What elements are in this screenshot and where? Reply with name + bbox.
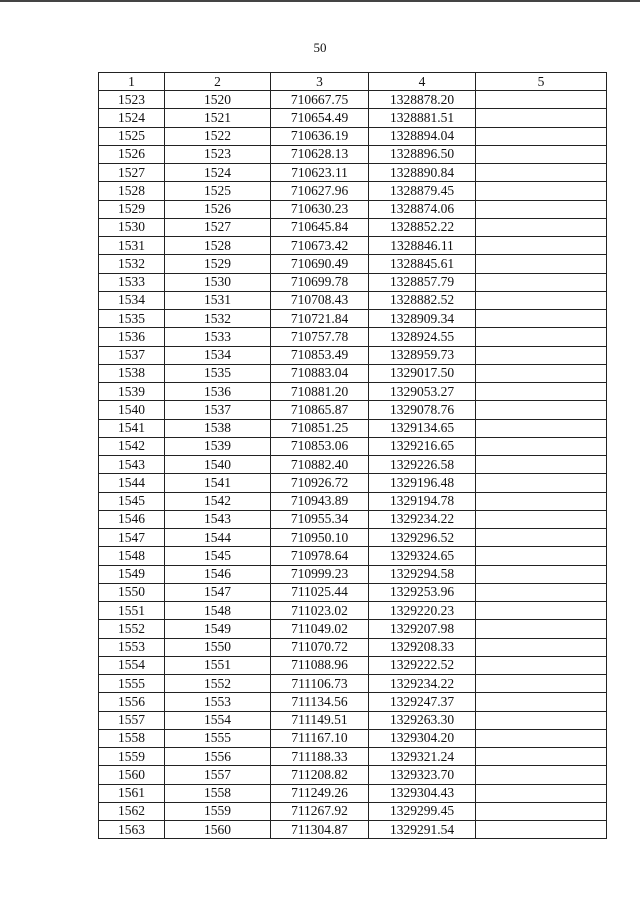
- table-header-row: [99, 73, 607, 91]
- table-cell: 1556: [165, 748, 271, 766]
- table-cell: 711134.56: [271, 693, 369, 711]
- table-cell: 1545: [165, 547, 271, 565]
- table-cell: 1530: [99, 218, 165, 236]
- table-cell: 1329304.20: [369, 729, 476, 747]
- table-row: [99, 474, 607, 492]
- table-cell: 1328924.55: [369, 328, 476, 346]
- table-cell: 1547: [99, 529, 165, 547]
- table-cell: 1553: [99, 638, 165, 656]
- table-cell: 1329323.70: [369, 766, 476, 784]
- table-cell: 1551: [165, 656, 271, 674]
- table-cell: 1532: [165, 310, 271, 328]
- table-cell: [476, 383, 607, 401]
- table-row: [99, 127, 607, 145]
- table-cell: 1563: [99, 821, 165, 839]
- table-cell: 1328878.20: [369, 91, 476, 109]
- column-header: 5: [476, 73, 607, 91]
- table-cell: [476, 109, 607, 127]
- table-cell: 1558: [99, 729, 165, 747]
- table-cell: 1329196.48: [369, 474, 476, 492]
- table-cell: 1329216.65: [369, 437, 476, 455]
- column-header: 4: [369, 73, 476, 91]
- table-cell: [476, 529, 607, 547]
- table-cell: [476, 784, 607, 802]
- table-row: [99, 237, 607, 255]
- table-cell: 1329207.98: [369, 620, 476, 638]
- table-row: [99, 218, 607, 236]
- table-cell: 710667.75: [271, 91, 369, 109]
- table-cell: 1329234.22: [369, 675, 476, 693]
- column-header: 3: [271, 73, 369, 91]
- table-cell: 1329226.58: [369, 456, 476, 474]
- table-cell: [476, 547, 607, 565]
- table-cell: 710699.78: [271, 273, 369, 291]
- table-cell: 1328857.79: [369, 273, 476, 291]
- table-cell: 711106.73: [271, 675, 369, 693]
- table-cell: 1554: [99, 656, 165, 674]
- table-cell: [476, 565, 607, 583]
- table-row: [99, 656, 607, 674]
- table-cell: 711088.96: [271, 656, 369, 674]
- table-cell: 1559: [99, 748, 165, 766]
- page-number: 50: [313, 40, 327, 55]
- table-cell: 1549: [165, 620, 271, 638]
- table-row: [99, 492, 607, 510]
- table-cell: 1549: [99, 565, 165, 583]
- table-cell: 710645.84: [271, 218, 369, 236]
- table-cell: [476, 675, 607, 693]
- table-row: [99, 291, 607, 309]
- table-cell: 710926.72: [271, 474, 369, 492]
- table-cell: 1541: [99, 419, 165, 437]
- table-cell: 1328890.84: [369, 164, 476, 182]
- table-cell: [476, 821, 607, 839]
- table-cell: 1539: [165, 437, 271, 455]
- table-row: [99, 364, 607, 382]
- table-cell: 1559: [165, 802, 271, 820]
- table-cell: 710882.40: [271, 456, 369, 474]
- table-cell: 711208.82: [271, 766, 369, 784]
- column-header: 1: [99, 73, 165, 91]
- table-cell: 710865.87: [271, 401, 369, 419]
- table-cell: 1533: [99, 273, 165, 291]
- table-cell: 710708.43: [271, 291, 369, 309]
- table-row: [99, 510, 607, 528]
- table-cell: 1550: [99, 583, 165, 601]
- table-cell: 1329321.24: [369, 748, 476, 766]
- table-cell: 1530: [165, 273, 271, 291]
- table-cell: 1540: [165, 456, 271, 474]
- table-cell: 1560: [165, 821, 271, 839]
- table-cell: 710673.42: [271, 237, 369, 255]
- table-cell: 1329220.23: [369, 602, 476, 620]
- table-cell: [476, 127, 607, 145]
- table-cell: 1542: [99, 437, 165, 455]
- table-cell: 1532: [99, 255, 165, 273]
- table-cell: 1329222.52: [369, 656, 476, 674]
- table-row: [99, 620, 607, 638]
- table-cell: 1531: [99, 237, 165, 255]
- table-cell: 1328959.73: [369, 346, 476, 364]
- table-cell: 1328852.22: [369, 218, 476, 236]
- table-cell: 1527: [165, 218, 271, 236]
- table-cell: 1328894.04: [369, 127, 476, 145]
- table-cell: 711149.51: [271, 711, 369, 729]
- table-cell: 710721.84: [271, 310, 369, 328]
- table-row: [99, 383, 607, 401]
- table-cell: 1527: [99, 164, 165, 182]
- table-cell: [476, 693, 607, 711]
- table-cell: 1539: [99, 383, 165, 401]
- table-cell: [476, 218, 607, 236]
- table-cell: 711025.44: [271, 583, 369, 601]
- table-cell: [476, 802, 607, 820]
- table-cell: 1560: [99, 766, 165, 784]
- table-cell: 1555: [165, 729, 271, 747]
- coordinates-table: [98, 72, 607, 839]
- table-cell: 1526: [99, 145, 165, 163]
- table-cell: 710851.25: [271, 419, 369, 437]
- table-cell: 1526: [165, 200, 271, 218]
- table-row: [99, 802, 607, 820]
- table-cell: 1328879.45: [369, 182, 476, 200]
- table-row: [99, 547, 607, 565]
- table-cell: [476, 291, 607, 309]
- table-cell: [476, 656, 607, 674]
- table-cell: [476, 310, 607, 328]
- table-cell: 1556: [99, 693, 165, 711]
- table-cell: 710978.64: [271, 547, 369, 565]
- table-cell: 1536: [165, 383, 271, 401]
- table-row: [99, 529, 607, 547]
- table-cell: 1535: [99, 310, 165, 328]
- table-cell: 1534: [165, 346, 271, 364]
- column-header: 2: [165, 73, 271, 91]
- table-cell: 1544: [99, 474, 165, 492]
- table-cell: 1329234.22: [369, 510, 476, 528]
- table-cell: 710757.78: [271, 328, 369, 346]
- table-cell: 1546: [99, 510, 165, 528]
- table-cell: 1328846.11: [369, 237, 476, 255]
- table-cell: 710999.23: [271, 565, 369, 583]
- table-cell: 710690.49: [271, 255, 369, 273]
- table-row: [99, 273, 607, 291]
- table-cell: 710943.89: [271, 492, 369, 510]
- table-cell: 710636.19: [271, 127, 369, 145]
- table-row: [99, 766, 607, 784]
- table-row: [99, 91, 607, 109]
- table-cell: 710853.49: [271, 346, 369, 364]
- table-cell: 1534: [99, 291, 165, 309]
- table-row: [99, 456, 607, 474]
- table-cell: 1543: [165, 510, 271, 528]
- table-cell: 1329208.33: [369, 638, 476, 656]
- table-cell: [476, 164, 607, 182]
- table-cell: 710950.10: [271, 529, 369, 547]
- table-cell: 1329304.43: [369, 784, 476, 802]
- table-row: [99, 602, 607, 620]
- table-cell: 1328881.51: [369, 109, 476, 127]
- table-cell: 1544: [165, 529, 271, 547]
- table-cell: [476, 91, 607, 109]
- table-cell: 1329053.27: [369, 383, 476, 401]
- table-cell: 711249.26: [271, 784, 369, 802]
- table-cell: 1546: [165, 565, 271, 583]
- table-cell: [476, 766, 607, 784]
- table-cell: 710881.20: [271, 383, 369, 401]
- table-cell: 711070.72: [271, 638, 369, 656]
- table-cell: 1554: [165, 711, 271, 729]
- table-row: [99, 328, 607, 346]
- table-cell: [476, 401, 607, 419]
- table-cell: [476, 328, 607, 346]
- top-rule: [0, 0, 640, 2]
- table-cell: 1555: [99, 675, 165, 693]
- table-cell: [476, 182, 607, 200]
- table-cell: 1329253.96: [369, 583, 476, 601]
- table-cell: [476, 510, 607, 528]
- table-row: [99, 693, 607, 711]
- table-cell: 1522: [165, 127, 271, 145]
- table-cell: 1551: [99, 602, 165, 620]
- table-cell: 1552: [99, 620, 165, 638]
- table-cell: [476, 583, 607, 601]
- table-cell: 1558: [165, 784, 271, 802]
- table-row: [99, 821, 607, 839]
- table-row: [99, 748, 607, 766]
- table-cell: 711049.02: [271, 620, 369, 638]
- table-row: [99, 200, 607, 218]
- table-cell: 710628.13: [271, 145, 369, 163]
- table-cell: 1329299.45: [369, 802, 476, 820]
- table-cell: 1529: [99, 200, 165, 218]
- table-cell: 711304.87: [271, 821, 369, 839]
- table-cell: 1329324.65: [369, 547, 476, 565]
- table-cell: 1520: [165, 91, 271, 109]
- table-cell: 1328845.61: [369, 255, 476, 273]
- table-cell: 1329017.50: [369, 364, 476, 382]
- table-cell: 1553: [165, 693, 271, 711]
- table-cell: 710630.23: [271, 200, 369, 218]
- table-cell: [476, 145, 607, 163]
- table-cell: 1329263.30: [369, 711, 476, 729]
- table-cell: 711023.02: [271, 602, 369, 620]
- table-cell: 1528: [99, 182, 165, 200]
- table-cell: 1523: [99, 91, 165, 109]
- table-cell: 1537: [99, 346, 165, 364]
- table-row: [99, 145, 607, 163]
- table-cell: 1524: [165, 164, 271, 182]
- table-cell: 1329296.52: [369, 529, 476, 547]
- table-cell: 1528: [165, 237, 271, 255]
- table-cell: 710627.96: [271, 182, 369, 200]
- table-cell: [476, 638, 607, 656]
- table-row: [99, 437, 607, 455]
- table-cell: 1538: [99, 364, 165, 382]
- table-cell: 1540: [99, 401, 165, 419]
- table-cell: 1542: [165, 492, 271, 510]
- table-cell: 1328874.06: [369, 200, 476, 218]
- table-row: [99, 583, 607, 601]
- table-cell: 1328909.34: [369, 310, 476, 328]
- table-cell: [476, 456, 607, 474]
- table-row: [99, 109, 607, 127]
- table-cell: 1523: [165, 145, 271, 163]
- table-row: [99, 182, 607, 200]
- table-cell: 1557: [165, 766, 271, 784]
- table-cell: 711188.33: [271, 748, 369, 766]
- table-cell: 710623.11: [271, 164, 369, 182]
- table-cell: 1328882.52: [369, 291, 476, 309]
- table-cell: [476, 729, 607, 747]
- table-cell: 1329291.54: [369, 821, 476, 839]
- table-cell: 1541: [165, 474, 271, 492]
- table-cell: 1329294.58: [369, 565, 476, 583]
- table-cell: 1529: [165, 255, 271, 273]
- table-cell: 1525: [99, 127, 165, 145]
- table-cell: [476, 364, 607, 382]
- table-row: [99, 638, 607, 656]
- table-cell: 1535: [165, 364, 271, 382]
- table-row: [99, 711, 607, 729]
- table-cell: 710955.34: [271, 510, 369, 528]
- table-row: [99, 419, 607, 437]
- table-row: [99, 346, 607, 364]
- table-cell: [476, 474, 607, 492]
- table-cell: 1543: [99, 456, 165, 474]
- table-cell: 1531: [165, 291, 271, 309]
- table-cell: 1550: [165, 638, 271, 656]
- table-row: [99, 675, 607, 693]
- table-cell: [476, 748, 607, 766]
- table-row: [99, 255, 607, 273]
- table-row: [99, 729, 607, 747]
- table-cell: 710883.04: [271, 364, 369, 382]
- table-cell: 1561: [99, 784, 165, 802]
- table-cell: 1328896.50: [369, 145, 476, 163]
- table-cell: [476, 419, 607, 437]
- table-cell: [476, 200, 607, 218]
- table-cell: 1524: [99, 109, 165, 127]
- table-cell: [476, 711, 607, 729]
- table-cell: 1545: [99, 492, 165, 510]
- table-cell: [476, 620, 607, 638]
- table-cell: 1538: [165, 419, 271, 437]
- table-cell: 1329134.65: [369, 419, 476, 437]
- table-cell: 1552: [165, 675, 271, 693]
- table-row: [99, 164, 607, 182]
- table-cell: 1537: [165, 401, 271, 419]
- table-cell: [476, 346, 607, 364]
- table-cell: 1548: [165, 602, 271, 620]
- table-cell: [476, 602, 607, 620]
- table-cell: 1562: [99, 802, 165, 820]
- table-cell: 1547: [165, 583, 271, 601]
- table-row: [99, 565, 607, 583]
- table-cell: [476, 437, 607, 455]
- table-cell: 711167.10: [271, 729, 369, 747]
- table-row: [99, 401, 607, 419]
- table-cell: 711267.92: [271, 802, 369, 820]
- table-cell: 710853.06: [271, 437, 369, 455]
- table-cell: 1548: [99, 547, 165, 565]
- table-cell: 1533: [165, 328, 271, 346]
- table-cell: 1525: [165, 182, 271, 200]
- table-cell: 1329247.37: [369, 693, 476, 711]
- table-cell: 1521: [165, 109, 271, 127]
- table-row: [99, 310, 607, 328]
- table-cell: [476, 237, 607, 255]
- table-cell: [476, 255, 607, 273]
- table-cell: 1329194.78: [369, 492, 476, 510]
- table-row: [99, 784, 607, 802]
- table-cell: 1536: [99, 328, 165, 346]
- table-cell: 1557: [99, 711, 165, 729]
- table-cell: 710654.49: [271, 109, 369, 127]
- table-cell: [476, 492, 607, 510]
- table-cell: 1329078.76: [369, 401, 476, 419]
- table-cell: [476, 273, 607, 291]
